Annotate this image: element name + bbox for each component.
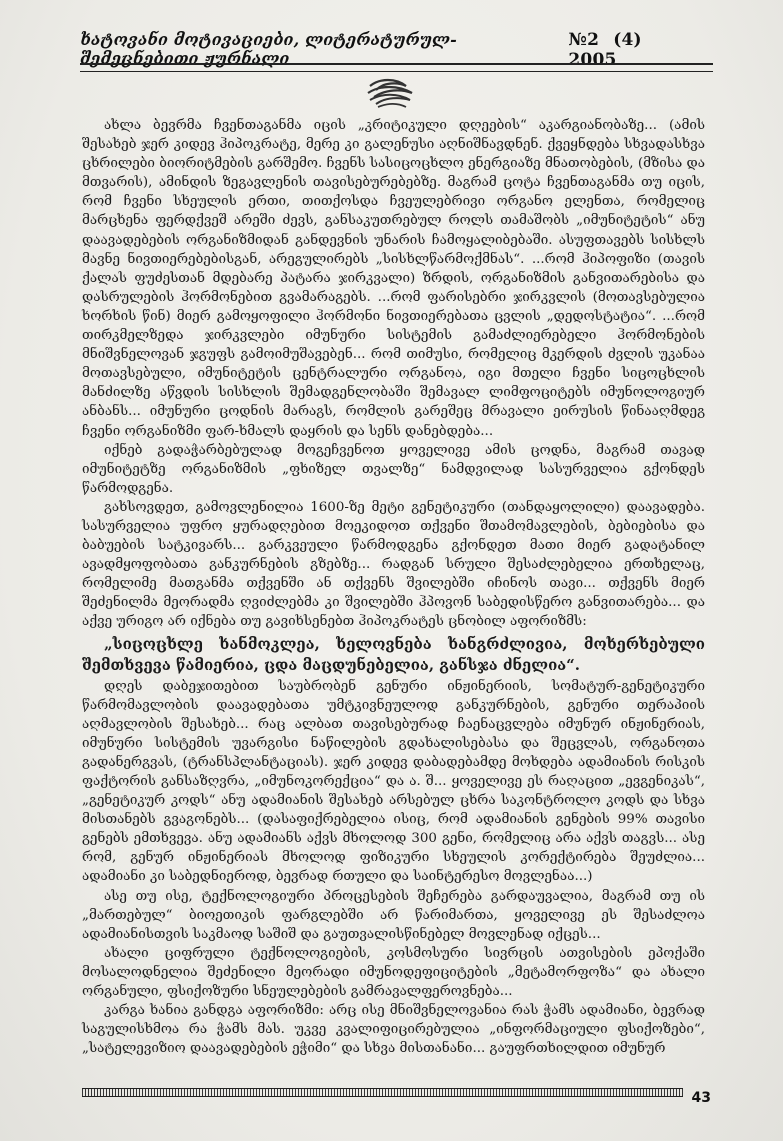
paragraph-7: ახალი ციფრული ტექნოლოგიების, კოსმოსური სივრცის ათვისების ეპოქაში მოსალოდნელია შეძენილი მეორადი იმუნოდეფიციტების „მეტამორფოზა“ და ახალი ორგანული, ფსიქოზური სნეულებების გამრავალფეროვნება... — [82, 945, 705, 1000]
paragraph-2: იქნებ გადაჭარბებულად მოგეჩვენოთ ყოველივე ამის ცოდნა, მაგრამ თავად იმუნიტეტზე ორგანიზმის „ფხიზელ თვალზე“ ნამდვილად სასურველია გქონდეს წარმოდგენა. — [82, 442, 705, 496]
journal-title: ხატოვანი მოტივაციები, ლიტერატურულ-შემეცნებითი ჟურნალი — [80, 30, 458, 68]
issue-year: 2005 — [568, 50, 617, 70]
issue-number: №2 — [568, 30, 600, 50]
running-header — [80, 30, 678, 70]
issue-sub: (4) — [613, 30, 642, 50]
paragraph-6: ასე თუ ისე, ტექნოლოგიური პროცესების შეჩერება გარდაუვალია, მაგრამ თუ ის „მართებულ“ ბიოეთიკის ფარგლებში არ წარიმართა, ყოველივე ეს შესაძლოა ადამიანისთვის საკმაოდ საშიშ და გაუთვალისწინებელ მოვლენად იქცეს... — [82, 888, 705, 942]
paragraph-3: გახსოვდეთ, გამოვლენილია 1600-ზე მეტი გენეტიკური (თანდაყოლილი) დაავადება. სასურველია უფრო ყურადღებით მოეკიდოთ თქვენი შთამომავლების, ბებიებისა და ბაბუების სატკივარს... გარკვეული წარმოდგენა გქონდეთ მათი მიერ გადატანილ ავადმყოფობათა განკურნების გზებზე... რადგან სრული შესაძლებელია ერთხელაც, რომელიმე მათგანმა თქვენში ან თქვენს შვილებში იჩინოს თავი... თქვენს მიერ შეძენილმა მეორადმა ღვიძლებმა კი შვილებში ჰპოვონ საბედისწერო განვითარება... და აქვე ურიგო არ იქნება თუ გავიხსენებთ ჰიპოკრატეს ცნობილ აფორიზმს: — [82, 499, 705, 630]
article-body — [82, 116, 705, 1058]
paragraph-8: კარგა ხანია განდგა აფორიზმი: არც ისე მნიშვნელოვანია რას ჭამს ადამიანი, ბევრად საგულისხმოა რა ჭამს მას. უკვე კვალიფიცირებულია „ინფორმაციული ფსიქოზები“, „სატელევიზიო დაავადებების ეჭიმი“ და სხვა მისთანანი... გაუფრთხილდით იმუნურ — [82, 1003, 705, 1057]
page-number: 43 — [691, 1090, 711, 1106]
paragraph-1: ახლა ბევრმა ჩვენთაგანმა იცის „კრიტიკული დღეების“ აკარგიანობაზე... (ამის შესახებ ჯერ კიდევ ჰიპოკრატე, მერე კი გალენუსი აღნიშნავდნენ. ქვეყნდება სხვადასხვა ცხრილები ბიორიტმების გარშემო. ჩვენს სასიცოცხლო ენერგიაზე მნათობების, (მზისა და მთვარის), ამინდის ზეგავლენის თავისებურებებზე. მაგრამ ცოტა ჩვენთაგანმა თუ იცის, რომ ჩვენი სხეულის ერთი, თითქოსდა ჩვეულებრივი ორგანო ელენთა, რომელიც მარცხენა ფერდქვეშ არეში ძევს, განსაკუთრებულ როლს თამაშობს „იმუნიტეტის“ ანუ დაავადებების ორგანიზმიდან განდევნის უნარის ჩამოყალიბებაში. ასუფთავებს სისხლს მავნე ნივთიერებებისგან, არეგულირებს „სისხლწარმოქმნას“. ...რომ ჰიპოფიზი (თავის ქალას ფუძესთან მდებარე პატარა ჯირკვალი) ზრდის, ორგანიზმის განვითარებისა და დასრულების ჰორმონებით გვამარაგებს. ...რომ ფარისებრი ჯირკვლის (მოთავსებულია ხორხის წინ) მიერ გამოყოფილი ჰორმონი ნივთიერებათა ცვლის „დედოსტატია“. ...რომ თირკმელზედა ჯირკვლები იმუნური სისტემის გამაძლიერებელი ჰორმონების მნიშვნელოვან ჯგუფს გამოიმუშავებენ... რომ თიმუსი, რომელიც მკერდის ძვლის უკანაა მოთავსებული, იმუნიტეტის ცენტრალური ორგანოა, იგი მთელი ჩვენი სიცოცხლის მანძილზე აწვდის სისხლის შემადგენლობაში შემავალ ლიმფოციტებს იმუნოლოგიურ ანბანს... იმუნური ცოდნის მარაგს, რომლის გარეშეც მრავალი ეირუსის წინააღმდეგ ჩვენი ორგანიზმი ფარ-ხმალს დაყრის და სენს დანებდება... — [82, 118, 705, 439]
wave-swirl-icon — [362, 76, 422, 112]
paragraph-5: დღეს დაბეჯითებით საუბრობენ გენური ინჟინერიის, სომატურ-გენეტიკური წარმომავლობის დაავადებათა უმტკივნეულოდ განკურნების, გენური თერაპიის აღმავლობის შესახებ... რაც ალბათ თავისებურად ჩაენაცვლება იმუნურ ინჟინერიას, იმუნური სისტემის უვარგისი ნაწილების გდახალისებასა და შეცვლას, ორგანოთა გადანერგვას, (ტრანსპლანტაციას). ჯერ კიდევ დაბადებამდე მოხდება ადამიანის რისკის ფაქტორის განსაზღვრა, „იმუნოკორექცია“ და ა. შ... ყოველივე ეს რაღაცით „ევგენიკას“, „გენეტიკურ კოდს“ ანუ ადამიანის შესახებ არსებულ ცხრა საკონტროლო კოდს და სხვა მისთანებს გვაგონებს... (დასაფიქრებელია ისიც, რომ ადამიანის გენების 99% თავისი გენებს ემთხვევა. ანუ ადამიანს აქვს მხოლოდ 300 გენი, რომელიც არა აქვს თაგვს... ასე რომ, გენურ ინჟინერიას მხოლოდ ფიზიკური სხეულის კორექტირება შეუძლია... ადამიანი კი საბედნიეროდ, ბევრად რთული და საინტერესო მოვლენაა...) — [82, 678, 705, 885]
header-rule — [80, 63, 713, 72]
hippocrates-quote: „სიცოცხლე ხანმოკლეა, ხელოვნება ხანგრძლივია, მოხერხებული შემთხვევა წამიერია, ცდა მაცდუნებელია, განსჯა ძნელია“. — [82, 634, 705, 674]
footer-rule — [82, 1088, 683, 1097]
